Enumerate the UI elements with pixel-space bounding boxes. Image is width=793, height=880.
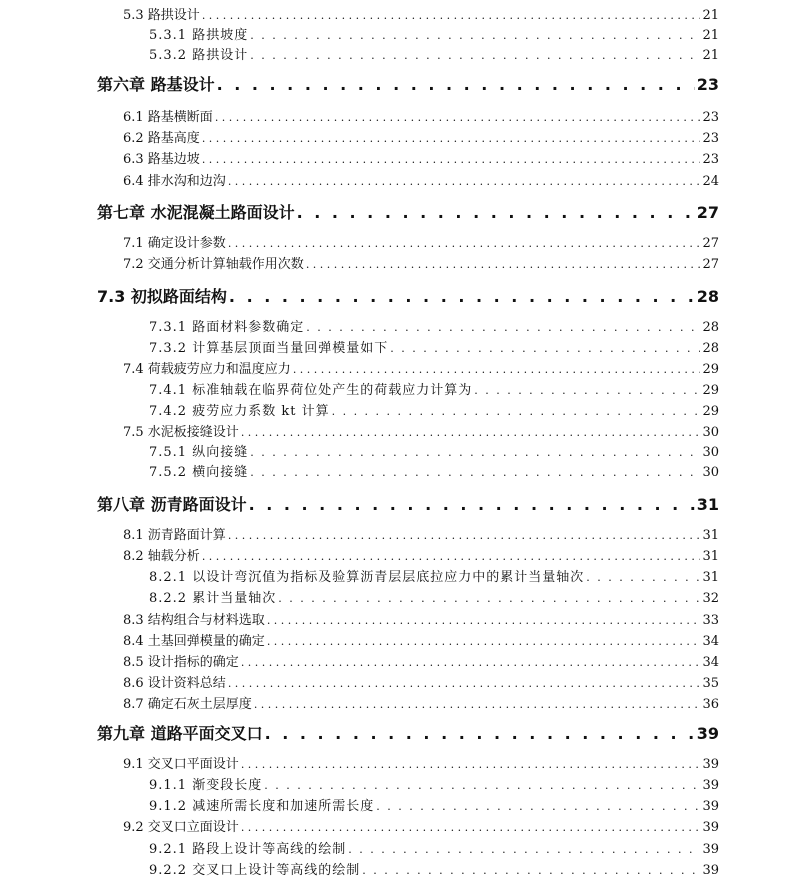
toc-section-entry[interactable] bbox=[123, 358, 719, 378]
toc-page-number: 28 bbox=[702, 320, 719, 335]
toc-page-number: 34 bbox=[702, 634, 719, 649]
toc-entry-title: 7.4.1 标准轴载在临界荷位处产生的荷载应力计算为 bbox=[149, 383, 473, 398]
toc-dot-leader bbox=[250, 445, 700, 460]
toc-entry-title: 9.1 交叉口平面设计 bbox=[123, 757, 239, 772]
toc-subsection-entry[interactable] bbox=[149, 566, 719, 586]
toc-chapter-entry[interactable] bbox=[97, 492, 719, 518]
toc-entry-title: 6.4 排水沟和边沟 bbox=[123, 174, 226, 189]
toc-section-entry[interactable] bbox=[123, 753, 719, 773]
toc-entry-title: 7.1 确定设计参数 bbox=[123, 236, 226, 251]
toc-page-number: 30 bbox=[702, 465, 719, 480]
toc-dot-leader bbox=[249, 495, 695, 514]
toc-page-number: 31 bbox=[696, 495, 719, 514]
toc-entry-title: 7.2 交通分析计算轴载作用次数 bbox=[123, 257, 304, 272]
toc-page-number: 27 bbox=[696, 203, 719, 222]
toc-subsection-entry[interactable] bbox=[149, 587, 719, 607]
toc-section-entry[interactable] bbox=[123, 106, 719, 126]
toc-entry-title: 8.5 设计指标的确定 bbox=[123, 655, 239, 670]
toc-entry-title: 7.4 荷载疲劳应力和温度应力 bbox=[123, 362, 291, 377]
toc-page-number: 28 bbox=[696, 287, 719, 306]
toc-entry-title: 第七章 水泥混凝土路面设计 bbox=[97, 203, 295, 222]
toc-dot-leader bbox=[306, 257, 701, 272]
toc-page-number: 21 bbox=[702, 28, 719, 43]
toc-section-entry[interactable] bbox=[123, 609, 719, 629]
toc-section-entry[interactable] bbox=[123, 4, 719, 24]
toc-subsection-entry[interactable] bbox=[149, 774, 719, 794]
toc-subsection-entry[interactable] bbox=[149, 838, 719, 858]
toc-subsection-entry[interactable] bbox=[149, 316, 719, 336]
toc-entry-title: 6.3 路基边坡 bbox=[123, 152, 200, 167]
toc-entry-title: 6.1 路基横断面 bbox=[123, 110, 213, 125]
toc-entry-title: 9.1.1 渐变段长度 bbox=[149, 778, 263, 793]
toc-section-entry[interactable] bbox=[123, 630, 719, 650]
toc-section-entry[interactable] bbox=[123, 127, 719, 147]
toc-chapter-entry[interactable] bbox=[97, 284, 719, 310]
toc-page-number: 35 bbox=[702, 676, 719, 691]
toc-entry-title: 7.3.2 计算基层顶面当量回弹模量如下 bbox=[149, 341, 389, 356]
toc-dot-leader bbox=[264, 778, 700, 793]
toc-page-number: 29 bbox=[702, 362, 719, 377]
toc-page-number: 23 bbox=[702, 131, 719, 146]
toc-entry-title: 5.3.1 路拱坡度 bbox=[149, 28, 249, 43]
toc-dot-leader bbox=[241, 655, 701, 670]
toc-section-entry[interactable] bbox=[123, 672, 719, 692]
toc-section-entry[interactable] bbox=[123, 232, 719, 252]
toc-dot-leader bbox=[332, 404, 701, 419]
toc-chapter-entry[interactable] bbox=[97, 721, 719, 747]
toc-page-number: 39 bbox=[702, 863, 719, 878]
toc-entry-title: 7.4.2 疲劳应力系数 kt 计算 bbox=[149, 404, 330, 419]
toc-dot-leader bbox=[376, 799, 700, 814]
toc-subsection-entry[interactable] bbox=[149, 44, 719, 64]
toc-dot-leader bbox=[250, 28, 700, 43]
toc-page-number: 23 bbox=[696, 75, 719, 94]
toc-entry-title: 6.2 路基高度 bbox=[123, 131, 200, 146]
toc-dot-leader bbox=[474, 383, 700, 398]
toc-page-number: 39 bbox=[702, 778, 719, 793]
toc-page-number: 31 bbox=[702, 549, 719, 564]
toc-entry-title: 第八章 沥青路面设计 bbox=[97, 495, 247, 514]
toc-dot-leader bbox=[278, 591, 700, 606]
toc-dot-leader bbox=[241, 820, 701, 835]
toc-page-number: 29 bbox=[702, 383, 719, 398]
toc-dot-leader bbox=[241, 425, 701, 440]
toc-dot-leader bbox=[267, 613, 701, 628]
toc-dot-leader bbox=[267, 634, 701, 649]
toc-page-number: 29 bbox=[702, 404, 719, 419]
toc-dot-leader bbox=[202, 131, 701, 146]
toc-entry-title: 7.5.1 纵向接缝 bbox=[149, 445, 249, 460]
toc-subsection-entry[interactable] bbox=[149, 379, 719, 399]
toc-dot-leader bbox=[254, 697, 701, 712]
toc-dot-leader bbox=[348, 842, 700, 857]
toc-page-number: 39 bbox=[702, 842, 719, 857]
toc-chapter-entry[interactable] bbox=[97, 72, 719, 98]
toc-page-number: 23 bbox=[702, 152, 719, 167]
toc-entry-title: 7.3 初拟路面结构 bbox=[97, 287, 227, 306]
toc-subsection-entry[interactable] bbox=[149, 795, 719, 815]
toc-entry-title: 9.2 交叉口立面设计 bbox=[123, 820, 239, 835]
toc-page-number: 39 bbox=[702, 820, 719, 835]
toc-dot-leader bbox=[217, 75, 695, 94]
toc-page-number: 21 bbox=[702, 8, 719, 23]
toc-page-number: 39 bbox=[702, 757, 719, 772]
toc-dot-leader bbox=[297, 203, 695, 222]
toc-page-number: 30 bbox=[702, 445, 719, 460]
toc-subsection-entry[interactable] bbox=[149, 859, 719, 879]
toc-section-entry[interactable] bbox=[123, 148, 719, 168]
toc-page-number: 34 bbox=[702, 655, 719, 670]
toc-entry-title: 8.6 设计资料总结 bbox=[123, 676, 226, 691]
toc-page-number: 28 bbox=[702, 341, 719, 356]
toc-entry-title: 5.3.2 路拱设计 bbox=[149, 48, 249, 63]
toc-dot-leader bbox=[362, 863, 700, 878]
toc-subsection-entry[interactable] bbox=[149, 441, 719, 461]
toc-entry-title: 7.5.2 横向接缝 bbox=[149, 465, 249, 480]
toc-dot-leader bbox=[202, 8, 701, 23]
toc-dot-leader bbox=[241, 757, 701, 772]
toc-entry-title: 8.4 土基回弹模量的确定 bbox=[123, 634, 265, 649]
toc-dot-leader bbox=[293, 362, 701, 377]
toc-dot-leader bbox=[229, 287, 695, 306]
toc-subsection-entry[interactable] bbox=[149, 24, 719, 44]
toc-entry-title: 8.1 沥青路面计算 bbox=[123, 528, 226, 543]
toc-section-entry[interactable] bbox=[123, 170, 719, 190]
toc-entry-title: 8.7 确定石灰土层厚度 bbox=[123, 697, 252, 712]
toc-dot-leader bbox=[250, 465, 700, 480]
toc-entry-title: 8.3 结构组合与材料选取 bbox=[123, 613, 265, 628]
toc-dot-leader bbox=[228, 528, 701, 543]
toc-entry-title: 7.5 水泥板接缝设计 bbox=[123, 425, 239, 440]
toc-chapter-entry[interactable] bbox=[97, 200, 719, 226]
toc-dot-leader bbox=[390, 341, 700, 356]
toc-entry-title: 8.2 轴载分析 bbox=[123, 549, 200, 564]
toc-section-entry[interactable] bbox=[123, 524, 719, 544]
toc-page-number: 21 bbox=[702, 48, 719, 63]
toc-section-entry[interactable] bbox=[123, 253, 719, 273]
toc-dot-leader bbox=[202, 549, 701, 564]
toc-dot-leader bbox=[250, 48, 700, 63]
toc-page-number: 31 bbox=[702, 528, 719, 543]
toc-page-number: 31 bbox=[702, 570, 719, 585]
toc-page-number: 39 bbox=[696, 724, 719, 743]
toc-dot-leader bbox=[228, 236, 701, 251]
toc-section-entry[interactable] bbox=[123, 421, 719, 441]
toc-entry-title: 8.2.2 累计当量轴次 bbox=[149, 591, 277, 606]
toc-section-entry[interactable] bbox=[123, 545, 719, 565]
toc-entry-title: 第九章 道路平面交叉口 bbox=[97, 724, 263, 743]
toc-dot-leader bbox=[228, 676, 701, 691]
toc-entry-title: 9.1.2 减速所需长度和加速所需长度 bbox=[149, 799, 375, 814]
toc-dot-leader bbox=[202, 152, 701, 167]
toc-entry-title: 9.2.2 交叉口上设计等高线的绘制 bbox=[149, 863, 361, 878]
toc-page-number: 27 bbox=[702, 257, 719, 272]
toc-dot-leader bbox=[586, 570, 700, 585]
toc-subsection-entry[interactable] bbox=[149, 337, 719, 357]
toc-entry-title: 9.2.1 路段上设计等高线的绘制 bbox=[149, 842, 347, 857]
toc-page-number: 39 bbox=[702, 799, 719, 814]
toc-page-number: 33 bbox=[702, 613, 719, 628]
toc-section-entry[interactable] bbox=[123, 651, 719, 671]
toc-page-number: 24 bbox=[702, 174, 719, 189]
toc-subsection-entry[interactable] bbox=[149, 400, 719, 420]
toc-dot-leader bbox=[306, 320, 700, 335]
toc-page-number: 27 bbox=[702, 236, 719, 251]
toc-entry-title: 7.3.1 路面材料参数确定 bbox=[149, 320, 305, 335]
toc-page-number: 32 bbox=[702, 591, 719, 606]
toc-entry-title: 5.3 路拱设计 bbox=[123, 8, 200, 23]
toc-dot-leader bbox=[215, 110, 701, 125]
toc-subsection-entry[interactable] bbox=[149, 461, 719, 481]
toc-dot-leader bbox=[265, 724, 695, 743]
toc-dot-leader bbox=[228, 174, 701, 189]
toc-page-number: 36 bbox=[702, 697, 719, 712]
toc-entry-title: 8.2.1 以设计弯沉值为指标及验算沥青层层底拉应力中的累计当量轴次 bbox=[149, 570, 585, 585]
toc-page-number: 23 bbox=[702, 110, 719, 125]
toc-entry-title: 第六章 路基设计 bbox=[97, 75, 215, 94]
toc-page-number: 30 bbox=[702, 425, 719, 440]
toc-section-entry[interactable] bbox=[123, 816, 719, 836]
toc-section-entry[interactable] bbox=[123, 693, 719, 713]
